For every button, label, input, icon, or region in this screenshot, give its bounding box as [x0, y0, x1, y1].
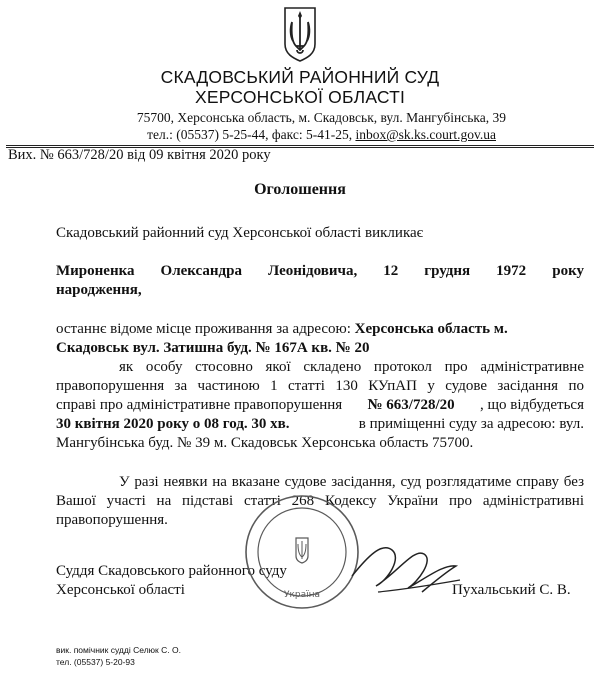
court-email: inbox@sk.ks.court.gov.ua — [355, 127, 496, 142]
case-number: № 663/728/20 — [367, 397, 455, 413]
case-line5: Мангубінська буд. № 39 м. Скадовськ Херсонська область 75700. — [56, 435, 474, 451]
residence-address-part1: Херсонська область м. — [354, 321, 508, 337]
case-line3-tail: , що відбудеться — [479, 397, 584, 413]
person-birth-line: народження, — [56, 282, 142, 298]
executor-phone: тел. (05537) 5-20-93 — [56, 657, 135, 667]
case-line3-text: справі про адміністративне правопорушення — [56, 397, 343, 413]
case-line2: правопорушення за частиною 1 статті 130 КУпАП у судове засідання по — [56, 378, 584, 394]
handwritten-signature — [348, 536, 468, 598]
coat-of-arms-icon — [283, 6, 317, 62]
absence-line2: Вашої участі на підставі статті 268 Кодексу України про адміністративні — [56, 493, 584, 509]
hearing-datetime: 30 квітня 2020 року о 08 год. 30 хв. — [56, 416, 290, 432]
residence-address-part2: Скадовськ вул. Затишна буд. № 167А кв. № 20 — [56, 340, 370, 356]
signatory-position-line1: Суддя Скадовського районного суду — [56, 563, 287, 579]
official-stamp — [243, 493, 361, 611]
outgoing-reference: Вих. № 663/728/20 від 09 квітня 2020 року — [8, 147, 271, 163]
case-line4-tail: в приміщенні суду за адресою: вул. — [358, 416, 584, 432]
case-line3 — [56, 396, 584, 415]
person-name-line: Мироненка Олександра Леонідовича, 12 грудня 1972 року — [56, 263, 584, 279]
case-line4 — [56, 415, 584, 434]
case-line1: як особу стосовно якої складено протокол про адміністративне — [119, 359, 584, 375]
intro-text: Скадовський районний суд Херсонської області викликає — [56, 225, 424, 241]
court-phones: тел.: (05537) 5-25-44, факс: 5-41-25, — [147, 127, 356, 142]
court-contacts — [147, 126, 496, 143]
signatory-position-line2: Херсонської області — [56, 582, 185, 598]
absence-line3: правопорушення. — [56, 512, 168, 528]
court-name-line1: СКАДОВСЬКИЙ РАЙОННИЙ СУД — [160, 67, 440, 87]
signatory-name: Пухальський С. В. — [452, 582, 571, 598]
stamp-text: Україна — [283, 590, 321, 600]
residence-line1 — [56, 320, 584, 339]
absence-line1: У разі неявки на вказане судове засідання, суд розглядатиме справу без — [119, 474, 584, 490]
court-address: 75700, Херсонська область, м. Скадовськ, вул. Мангубінська, 39 — [136, 110, 506, 125]
document-title: Оголошення — [254, 181, 346, 198]
court-name-line2: ХЕРСОНСЬКОЇ ОБЛАСТІ — [194, 87, 406, 107]
residence-prefix: останнє відоме місце проживання за адресою: — [56, 321, 355, 337]
executor-note: вик. помічник судді Селюк С. О. — [56, 645, 181, 655]
